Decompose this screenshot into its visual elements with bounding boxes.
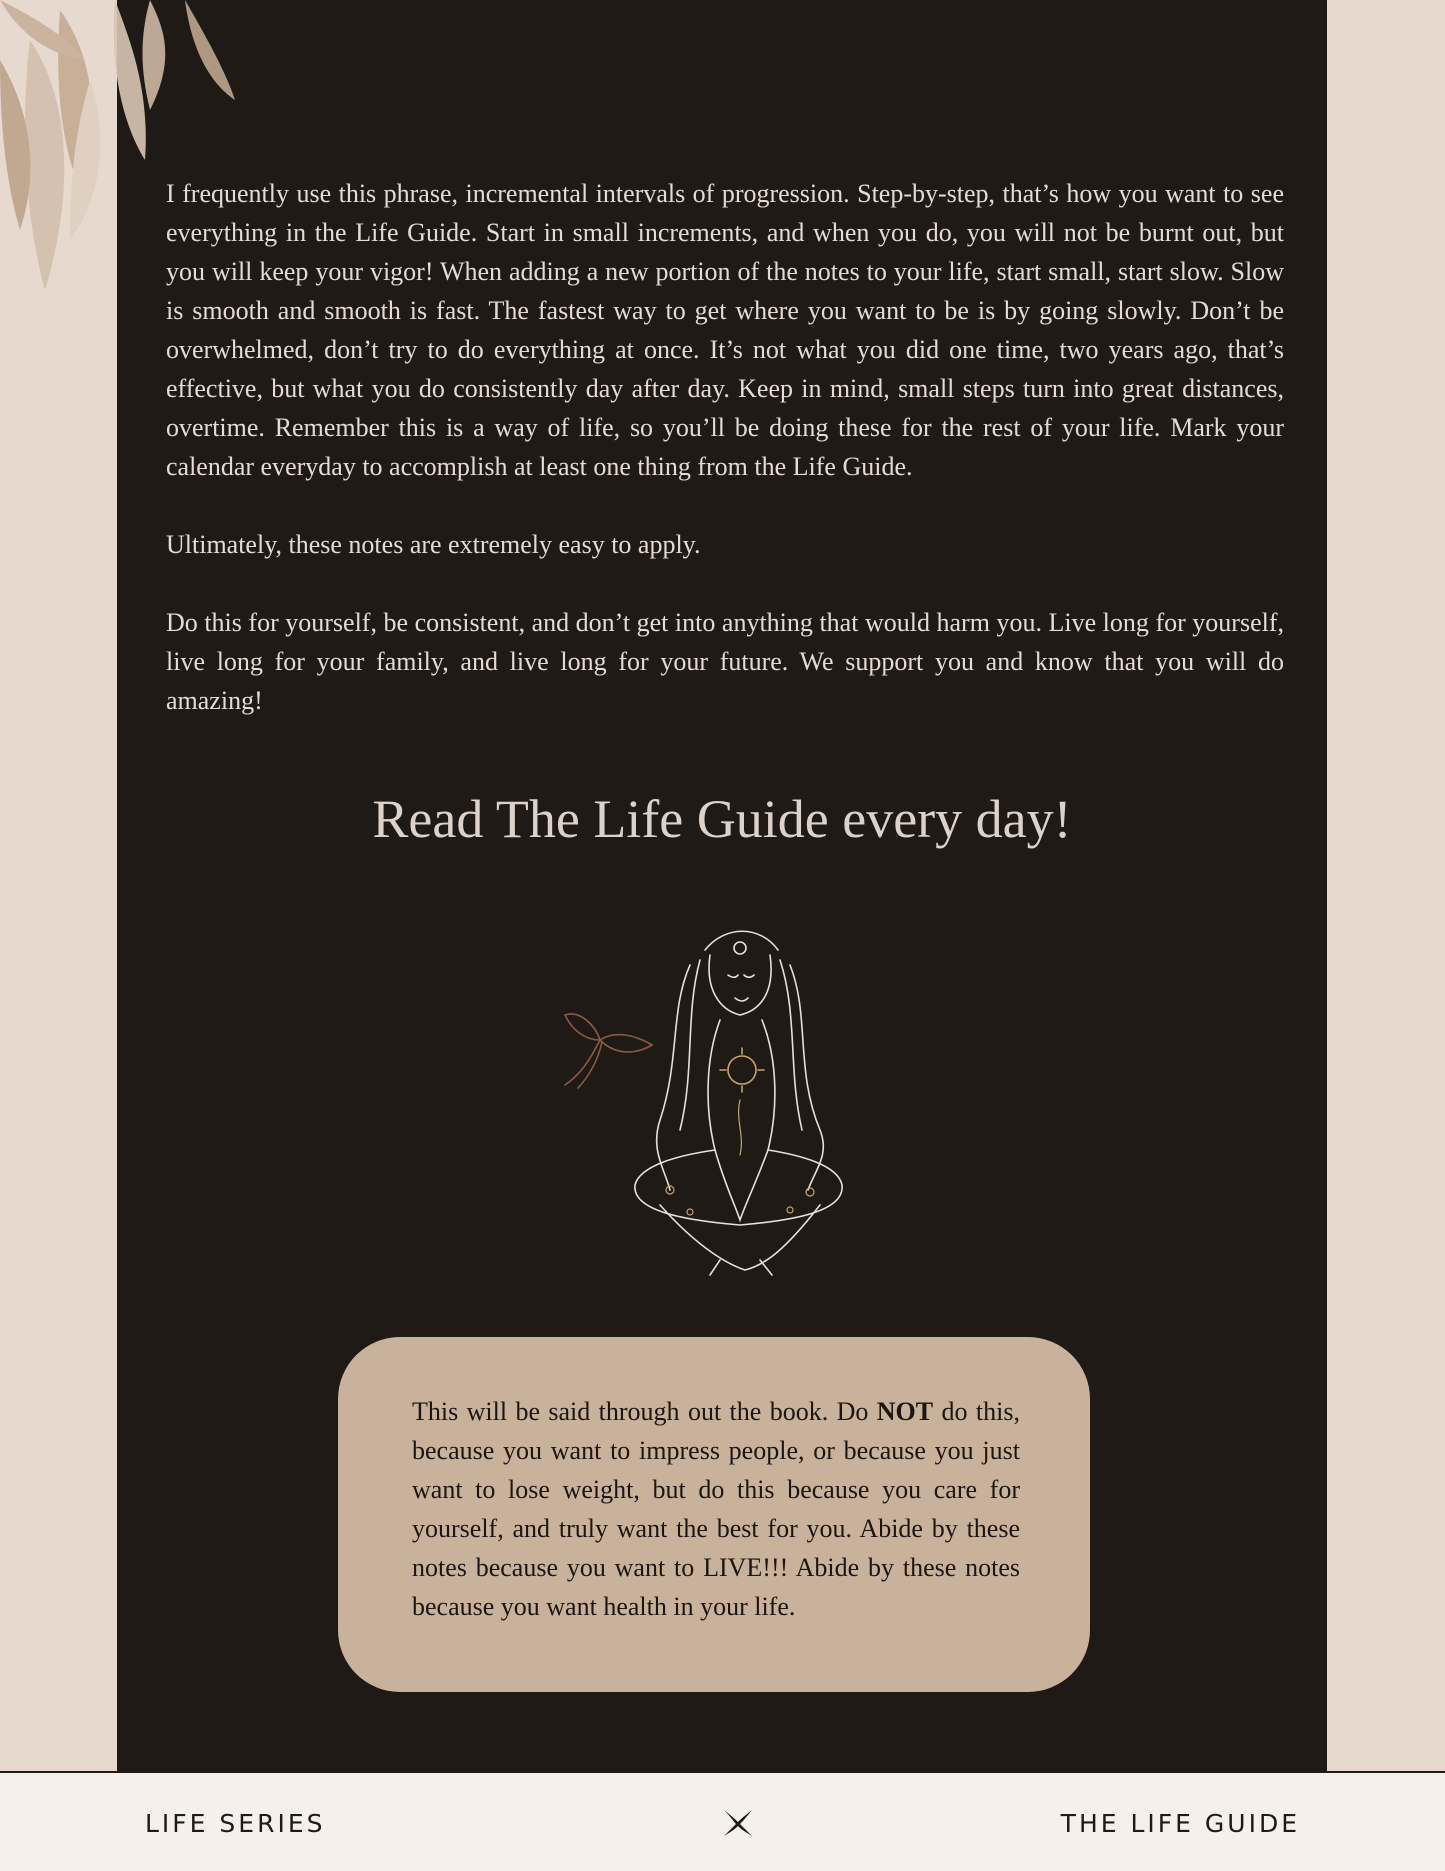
moth-illustration [565,1014,652,1088]
callout-emphasis: NOT [876,1397,934,1426]
body-paragraph: Ultimately, these notes are extremely easy to apply. [166,530,701,559]
meditating-woman-illustration [540,920,940,1300]
callout-text: This will be said through out the book. Do NOT do this, because you want to impress people, or because you just want to lose weight, but do this because you care for yourself, and truly want the best for you. Abide by these notes because you want to LIVE!!! Abide by these notes because you want health in your life. [412,1397,1020,1621]
body-paragraph: I frequently use this phrase, incremental intervals of progression. Step-by-step, that’s how you want to see everything in the Life Guide. Start in small increments, and when you do, you will not be burnt out, but you will keep your vigor! When adding a new portion of the notes to your life, start small, start slow. Slow is smooth and smooth is fast. The fastest way to get where you want to be is by going slowly. Don’t be overwhelmed, don’t try to do everything at once. It’s not what you did one time, two years ago, that’s effective, but what you do consistently day after day. Keep in mind, small steps turn into great distances, overtime. Remember this is a way of life, so you’ll be doing these for the rest of your life. Mark your calendar everyday to accomplish at least one thing from the Life Guide. [166,179,1284,481]
footer-book-title: THE LIFE GUIDE [1060,1809,1300,1838]
footer-series-label: LIFE SERIES [145,1809,326,1838]
callout-box [338,1337,1090,1692]
page-heading: Read The Life Guide every day! [372,789,1072,849]
body-paragraph: Do this for yourself, be consistent, and don’t get into anything that would harm you. Live long for yourself, live long for your family, and live long for your future. We support you and know that you will do amazing! [166,608,1284,715]
four-point-star-icon [722,1806,754,1838]
